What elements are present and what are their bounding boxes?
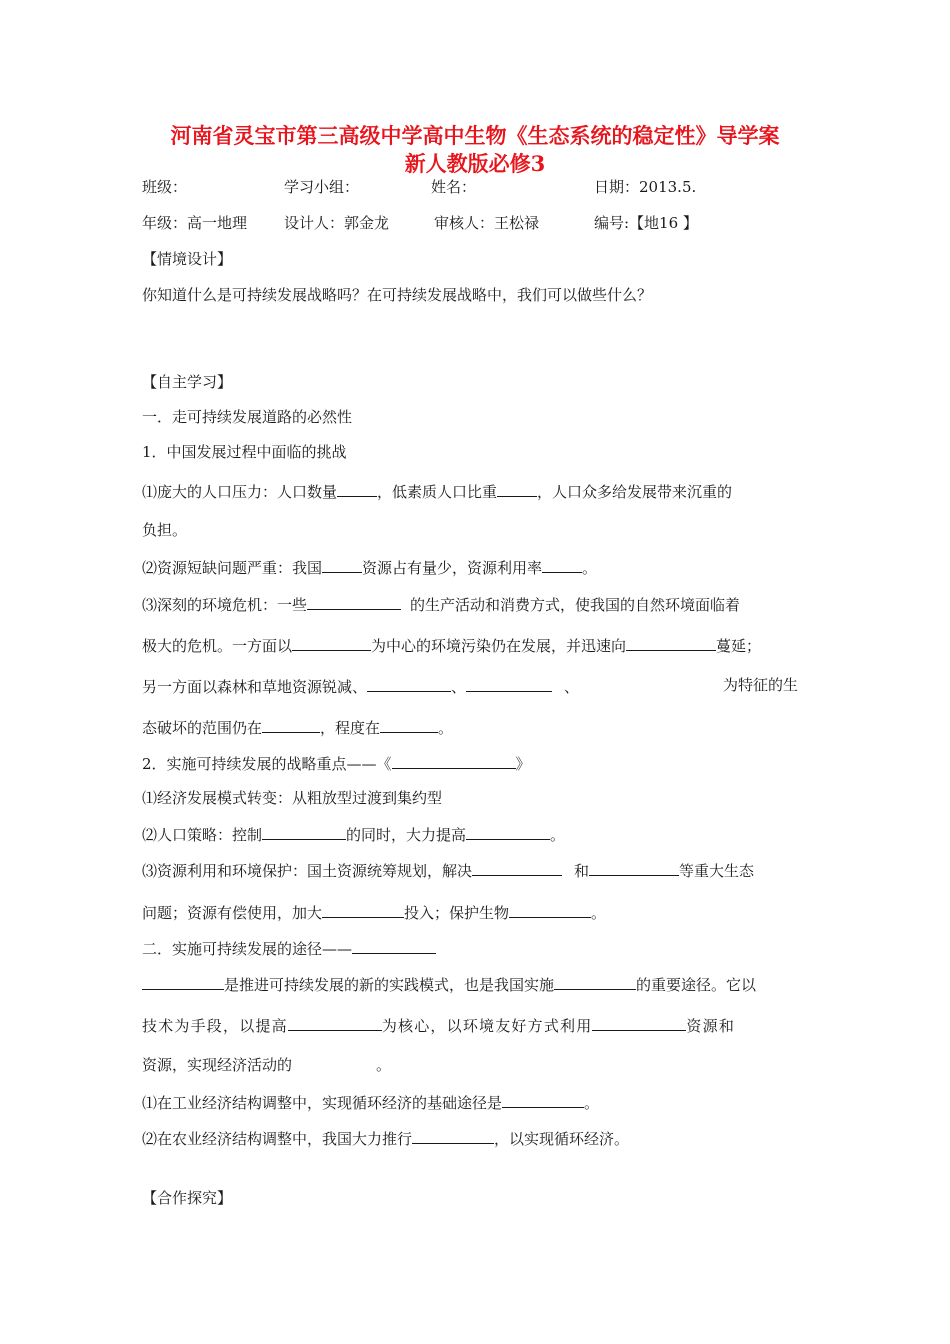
agriculture-line <box>142 1128 629 1148</box>
text: ⑴庞大的人口压力：人口数量 <box>142 483 338 501</box>
text: 。 <box>582 559 598 577</box>
self-study-heading: 【自主学习】 <box>142 373 233 391</box>
text: 二．实施可持续发展的途径—— <box>142 940 353 958</box>
population-pressure-line2: 负担。 <box>142 521 188 539</box>
resource-protection-line1 <box>142 860 754 880</box>
fill-blank[interactable] <box>466 824 550 840</box>
text: 的重要途径。它以 <box>636 976 757 994</box>
text: ，程度在 <box>320 719 381 737</box>
document-title-line2: 新人教版必修3 <box>404 151 546 176</box>
reviewer-label: 审核人：王松禄 <box>434 214 540 232</box>
fill-blank[interactable] <box>322 557 362 573</box>
text: ，低素质人口比重 <box>377 483 498 501</box>
text: 极大的危机。一方面以 <box>142 637 293 655</box>
text: 态破坏的范围仍在 <box>142 719 263 737</box>
fill-blank[interactable] <box>392 753 516 769</box>
text: 》 <box>515 755 531 773</box>
grade-label: 年级：高一地理 <box>142 214 248 232</box>
fill-blank[interactable] <box>626 635 716 651</box>
designer-label: 设计人：郭金龙 <box>284 214 390 232</box>
heading-approach <box>142 938 436 958</box>
circular-economy-line2 <box>142 1015 735 1035</box>
text: ⑶资源利用和环境保护：国土资源统筹规划，解决 <box>142 862 473 880</box>
fill-blank[interactable] <box>367 676 451 692</box>
environment-crisis-line4 <box>142 717 453 737</box>
fill-blank[interactable] <box>292 635 371 651</box>
text: 是推进可持续发展的新的实践模式，也是我国实施 <box>224 976 555 994</box>
text: 等重大生态 <box>679 862 755 880</box>
fill-blank[interactable] <box>472 860 562 876</box>
text: 。 <box>438 719 454 737</box>
text: 技术为手段，以提高 <box>142 1017 288 1035</box>
fill-blank[interactable] <box>142 974 224 990</box>
circular-economy-line1 <box>142 974 756 994</box>
fill-blank[interactable] <box>466 676 552 692</box>
heading-challenges: 1．中国发展过程中面临的挑战 <box>142 443 347 461</box>
text: ⑵在农业经济结构调整中，我国大力推行 <box>142 1130 413 1148</box>
text: 另一方面以森林和草地资源锐减、 <box>142 678 368 696</box>
text: 蔓延； <box>716 637 762 655</box>
fill-blank[interactable] <box>589 860 679 876</box>
fill-blank[interactable] <box>502 1092 584 1108</box>
text: 资源占有量少，资源利用率 <box>362 559 543 577</box>
heading-strategy <box>142 753 531 773</box>
heading-necessity: 一．走可持续发展道路的必然性 <box>142 408 353 426</box>
environment-crisis-line3-end: 为特征的生 <box>723 676 799 694</box>
fill-blank[interactable] <box>288 1015 382 1031</box>
group-label: 学习小组： <box>284 178 360 196</box>
fill-blank[interactable] <box>497 481 537 497</box>
fill-blank[interactable] <box>412 1128 494 1144</box>
text: ⑶深刻的环境危机：一些 <box>142 596 308 614</box>
text: 2．实施可持续发展的战略重点——《 <box>142 755 392 773</box>
resource-shortage-line <box>142 557 597 577</box>
text: 投入；保护生物 <box>404 904 510 922</box>
text: 资源和 <box>686 1017 736 1035</box>
environment-crisis-line1 <box>142 594 740 614</box>
text: ⑵人口策略：控制 <box>142 826 263 844</box>
text: 和 <box>574 862 590 880</box>
fill-blank[interactable] <box>542 557 582 573</box>
resource-protection-line2 <box>142 902 606 922</box>
text: 问题；资源有偿使用，加大 <box>142 904 323 922</box>
population-policy-line <box>142 824 565 844</box>
text: 、 <box>564 678 580 696</box>
fill-blank[interactable] <box>509 902 591 918</box>
text: ⑵资源短缺问题严重：我国 <box>142 559 323 577</box>
fill-blank[interactable] <box>592 1015 686 1031</box>
circular-economy-line3 <box>142 1056 391 1074</box>
text: ⑴在工业经济结构调整中，实现循环经济的基础途径是 <box>142 1094 503 1112</box>
fill-blank[interactable] <box>322 902 404 918</box>
name-label: 姓名： <box>431 178 477 196</box>
fill-blank[interactable] <box>380 717 438 733</box>
text: 的生产活动和消费方式，使我国的自然环境面临着 <box>410 596 741 614</box>
document-title-line1: 河南省灵宝市第三高级中学高中生物《生态系统的稳定性》导学案 <box>170 123 780 148</box>
text: 。 <box>376 1056 392 1074</box>
text: 的同时，大力提高 <box>346 826 467 844</box>
fill-blank[interactable] <box>352 938 436 954</box>
scenario-heading: 【情境设计】 <box>142 250 233 268</box>
text: 资源，实现经济活动的 <box>142 1056 293 1074</box>
economic-mode-line: ⑴经济发展模式转变：从粗放型过渡到集约型 <box>142 789 443 807</box>
class-label: 班级： <box>142 178 188 196</box>
text: 、 <box>451 678 467 696</box>
text: 。 <box>550 826 566 844</box>
population-pressure-line <box>142 481 732 501</box>
text: 。 <box>591 904 607 922</box>
number-label: 编号:【地16 】 <box>594 214 698 232</box>
industry-line <box>142 1092 599 1112</box>
environment-crisis-line3 <box>142 676 579 696</box>
fill-blank[interactable] <box>262 717 320 733</box>
cooperation-heading: 【合作探究】 <box>142 1189 233 1207</box>
text: ，人口众多给发展带来沉重的 <box>537 483 733 501</box>
fill-blank[interactable] <box>554 974 636 990</box>
fill-blank[interactable] <box>337 481 377 497</box>
text: ，以实现循环经济。 <box>494 1130 630 1148</box>
date-label: 日期：2013.5. <box>594 178 697 196</box>
text: 。 <box>584 1094 600 1112</box>
fill-blank[interactable] <box>307 594 401 610</box>
environment-crisis-line2 <box>142 635 761 655</box>
text: 为核心，以环境友好方式利用 <box>381 1017 593 1035</box>
text: 为中心的环境污染仍在发展，并迅速向 <box>371 637 627 655</box>
fill-blank[interactable] <box>262 824 346 840</box>
scenario-text: 你知道什么是可持续发展战略吗？在可持续发展战略中，我们可以做些什么？ <box>142 286 653 304</box>
